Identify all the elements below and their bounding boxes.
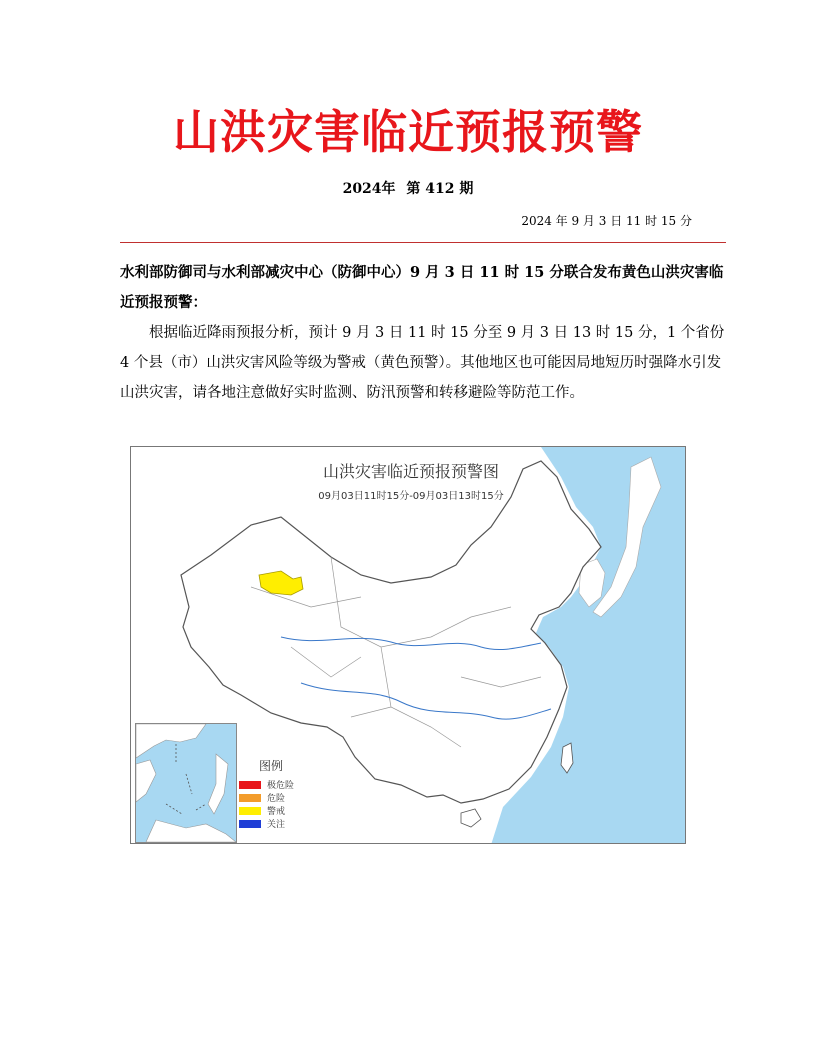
legend-item <box>239 791 294 804</box>
legend-item <box>239 817 294 830</box>
hainan-island <box>461 809 481 827</box>
page-title: 山洪灾害临近预报预警 <box>173 105 643 159</box>
issue-date: 2024 年 9 月 3 日 11 时 15 分 <box>521 214 692 228</box>
issue-year: 2024年 <box>342 181 396 197</box>
lead-paragraph: 水利部防御司与水利部减灾中心（防御中心）9 月 3 日 11 时 15 分联合发布黄色山洪灾害临近预报预警： <box>120 264 724 311</box>
legend-label: 极危险 <box>267 781 295 791</box>
map-subtitle: 09月03日11时15分-09月03日13时15分 <box>318 491 504 502</box>
issue-line <box>0 178 816 198</box>
warning-map <box>130 446 686 844</box>
legend-swatch <box>239 820 261 828</box>
legend-label: 关注 <box>267 820 286 830</box>
header-divider <box>120 242 726 243</box>
main-paragraph: 根据临近降雨预报分析，预计 9 月 3 日 11 时 15 分至 9 月 3 日 13 时 15 分，1 个省份 4 个县（市）山洪灾害风险等级为警戒（黄色预警）。其他地区也可能因局地短历时强降水引发山洪灾害，请各地注意做好实时监测、防汛预警和转移避险等防范工作。 <box>120 325 725 401</box>
legend-swatch <box>239 794 261 802</box>
issue-number: 第 412 期 <box>406 181 474 197</box>
south-china-sea-inset <box>135 723 237 843</box>
legend-label: 警戒 <box>267 807 286 817</box>
inset-graphic <box>136 724 236 842</box>
legend-swatch <box>239 807 261 815</box>
legend-label: 危险 <box>267 794 286 804</box>
bulletin-body <box>120 258 726 408</box>
legend-swatch <box>239 781 261 789</box>
legend-title: 图例 <box>259 759 284 773</box>
map-legend <box>239 757 294 830</box>
legend-item <box>239 804 294 817</box>
legend-item <box>239 778 294 791</box>
map-title: 山洪灾害临近预报预警图 <box>322 462 499 481</box>
